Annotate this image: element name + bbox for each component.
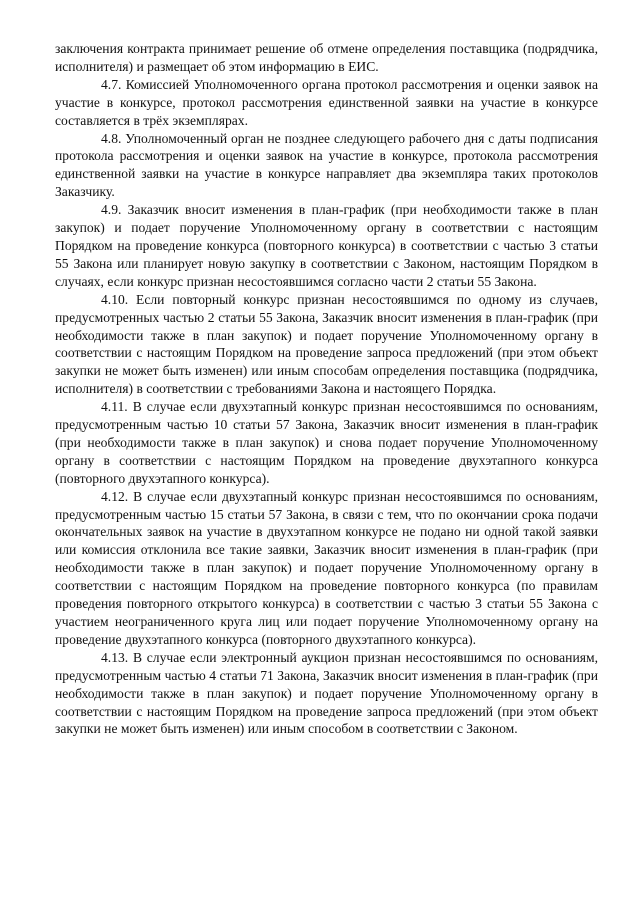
document-body xyxy=(55,40,598,738)
paragraph-4-10: 4.10. Если повторный конкурс признан несостоявшимся по одному из случаев, предусмотренных частью 2 статьи 55 Закона, Заказчик вносит изменения в план-график (при необходимости также в план закупок) и подает поручение Уполномоченному органу в соответствии с настоящим Порядком на проведение запроса предложений (при этом объект закупки не может быть изменен) или иным способам определения поставщика (подрядчика, исполнителя) в соответствии с требованиями Закона и настоящего Порядка. xyxy=(55,291,598,397)
paragraph-4-13: 4.13. В случае если электронный аукцион признан несостоявшимся по основаниям, предусмотренным частью 4 статьи 71 Закона, Заказчик вносит изменения в план-график (при необходимости также в план закупок) и подает поручение Уполномоченному органу в соответствии с настоящим Порядком на проведение запроса предложений (при этом объект закупки не может быть изменен) или иным способом в соответствии с Законом. xyxy=(55,649,598,737)
paragraph-4-9: 4.9. Заказчик вносит изменения в план-график (при необходимости также в план закупок) и подает поручение Уполномоченному органу в соответствии с настоящим Порядком на проведение конкурса (повторного конкурса) в соответствии с частью 3 статьи 55 Закона или планирует новую закупку в соответствии с Законом, настоящим Порядком в случаях, если конкурс признан несостоявшимся согласно части 2 статьи 55 Закона. xyxy=(55,202,598,289)
paragraph-4-8: 4.8. Уполномоченный орган не позднее следующего рабочего дня с даты подписания протокола рассмотрения и оценки заявок на участие в конкурсе, протокола рассмотрения единственной заявки на участие в конкурсе направляет два экземпляра таких протоколов Заказчику. xyxy=(55,130,598,200)
paragraph-4-7: 4.7. Комиссией Уполномоченного органа протокол рассмотрения и оценки заявок на участие в конкурсе, протокол рассмотрения единственной заявки на участие в конкурсе составляется в трёх экземплярах. xyxy=(55,76,598,128)
paragraph-4-6-continuation: заключения контракта принимает решение об отмене определения поставщика (подрядчика, исполнителя) и размещает об этом информацию в ЕИС. xyxy=(55,41,598,74)
paragraph-4-12: 4.12. В случае если двухэтапный конкурс признан несостоявшимся по основаниям, предусмотренным частью 15 статьи 57 Закона, в связи с тем, что по окончании срока подачи окончательных заявок на участие в двухэтапном конкурсе не подано ни одной такой заявки или комиссия отклонила все такие заявки, Заказчик вносит изменения в план-график (при необходимости также в план закупок) и подает поручение Уполномоченному органу в соответствии с настоящим Порядком на проведение повторного конкурса (по правилам проведения повторного открытого конкурса) в соответствии с частью 3 статьи 55 Закона с участием неограниченного круга лиц или подает поручение Уполномоченному органу на проведение двухэтапного конкурса (повторного двухэтапного конкурса). xyxy=(55,488,598,647)
paragraph-4-11: 4.11. В случае если двухэтапный конкурс признан несостоявшимся по основаниям, предусмотренным частью 10 статьи 57 Закона, Заказчик вносит изменения в план-график (при необходимости также в план закупок) и снова подает поручение Уполномоченному органу в соответствии с настоящим Порядком на проведение двухэтапного конкурса (повторного двухэтапного конкурса). xyxy=(55,399,598,486)
